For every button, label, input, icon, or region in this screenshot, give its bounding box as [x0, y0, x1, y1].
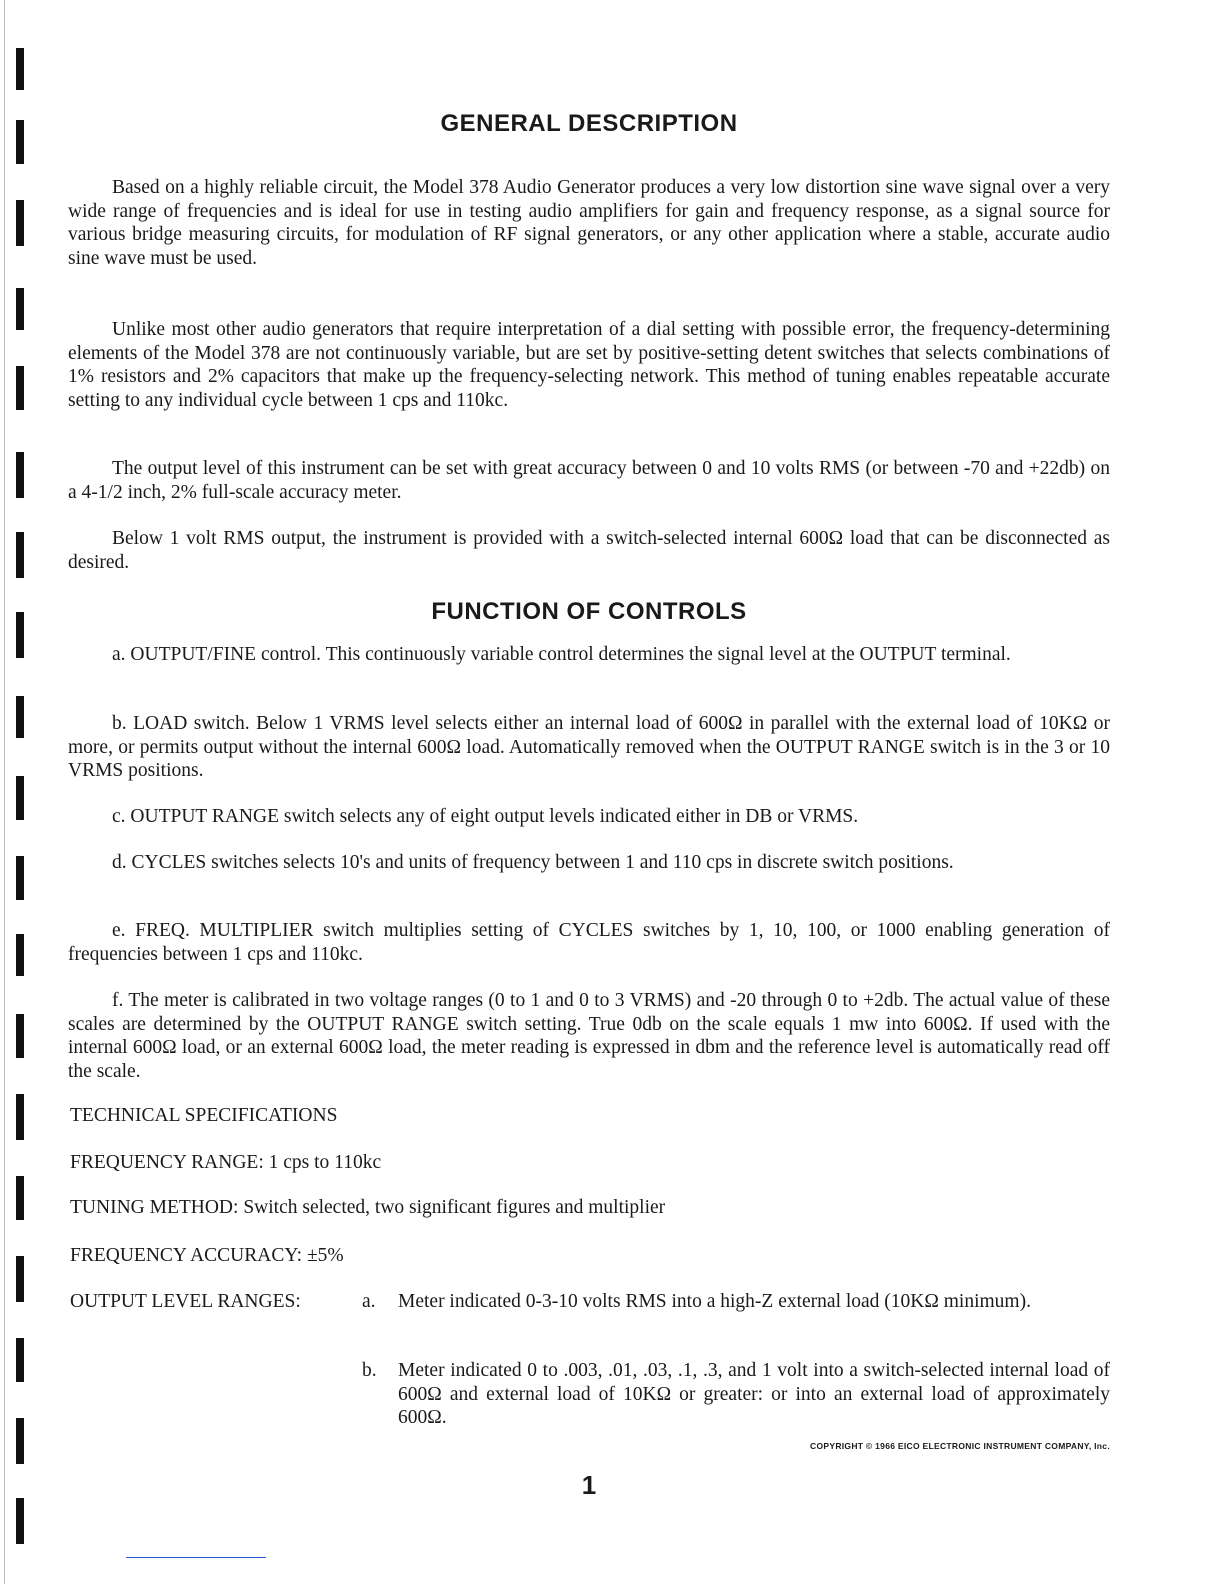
- spec-output-level-label: OUTPUT LEVEL RANGES:: [70, 1291, 301, 1312]
- general-paragraph-4: Below 1 volt RMS output, the instrument is provided with a switch-selected internal 600Ω load that can be disconnected as desired.: [68, 528, 1110, 573]
- spec-output-b-letter: b.: [362, 1360, 377, 1381]
- binding-edge: [0, 0, 34, 1584]
- spec-frequency-range: [70, 1151, 381, 1175]
- copyright-notice: COPYRIGHT © 1966 EICO ELECTRONIC INSTRUMENT COMPANY, Inc.: [810, 1441, 1110, 1451]
- binding-hole: [16, 1418, 24, 1464]
- spec-output-a-text: Meter indicated 0-3-10 volts RMS into a high-Z external load (10KΩ minimum).: [398, 1291, 1031, 1312]
- page-number: 1: [581, 1470, 597, 1500]
- control-item-a: a. OUTPUT/FINE control. This continuously variable control determines the signal level at the OUTPUT terminal.: [112, 644, 1011, 665]
- control-item-f: f. The meter is calibrated in two voltage ranges (0 to 1 and 0 to 3 VRMS) and -20 through 0 to +2db. The actual value of these scales are determined by the OUTPUT RANGE switch setting. True 0db on the scale equals 1 mw into 600Ω. If used with the internal 600Ω load, or an external 600Ω load, the meter reading is expressed in dbm and the reference level is automatically read off the scale.: [68, 990, 1110, 1082]
- footer-rule: [126, 1557, 266, 1558]
- binding-hole: [16, 776, 24, 820]
- spec-value: ±5%: [306, 1245, 344, 1266]
- binding-hole: [16, 288, 24, 330]
- spec-value: 1 cps to 110kc: [268, 1152, 382, 1173]
- control-item-c: c. OUTPUT RANGE switch selects any of eight output levels indicated either in DB or VRMS.: [112, 806, 859, 827]
- general-paragraph-3: The output level of this instrument can be set with great accuracy between 0 and 10 volts RMS (or between -70 and +22db) on a 4-1/2 inch, 2% full-scale accuracy meter.: [68, 458, 1110, 503]
- binding-hole: [16, 696, 24, 738]
- general-paragraph-2: Unlike most other audio generators that require interpretation of a dial setting with possible error, the frequency-determining elements of the Model 378 are not continuously variable, but are set by positive-setting detent switches that selects combinations of 1% resistors and 2% capacitors that make up the frequency-selecting network. This method of tuning enables repeatable accurate setting to any individual cycle between 1 cps and 110kc.: [68, 319, 1110, 411]
- control-item-d: d. CYCLES switches selects 10's and units of frequency between 1 and 110 cps in discrete switch positions.: [112, 852, 954, 873]
- binding-hole: [16, 1094, 24, 1140]
- binding-hole: [16, 1014, 24, 1058]
- control-item-b: b. LOAD switch. Below 1 VRMS level selects either an internal load of 600Ω in parallel with the external load of 10KΩ or more, or permits output without the internal 600Ω load. Automatically removed when the OUTPUT RANGE switch is in the 3 or 10 VRMS positions.: [68, 713, 1110, 781]
- binding-hole: [16, 452, 24, 498]
- manual-page: [64, 0, 1114, 1584]
- binding-hole: [16, 532, 24, 578]
- page-edge-line: [4, 0, 5, 1584]
- general-paragraph-1: Based on a highly reliable circuit, the Model 378 Audio Generator produces a very low distortion sine wave signal over a very wide range of frequencies and is ideal for use in testing audio amplifiers for gain and frequency response, as a signal source for various bridge measuring circuits, for modulation of RF signal generators, or any other application where a stable, accurate audio sine wave must be used.: [68, 177, 1110, 269]
- binding-hole: [16, 120, 24, 164]
- spec-label: FREQUENCY ACCURACY:: [70, 1245, 303, 1266]
- control-item-e: e. FREQ. MULTIPLIER switch multiplies setting of CYCLES switches by 1, 10, 100, or 1000 enabling generation of frequencies between 1 cps and 110kc.: [68, 920, 1110, 965]
- tech-specs-title: TECHNICAL SPECIFICATIONS: [70, 1105, 338, 1126]
- spec-frequency-accuracy: [70, 1244, 344, 1268]
- binding-hole: [16, 856, 24, 900]
- spec-output-b-text: Meter indicated 0 to .003, .01, .03, .1, .3, and 1 volt into a switch-selected internal load of 600Ω and external load of 10KΩ or greater: or into an external load of approximately 600Ω.: [398, 1360, 1110, 1428]
- spec-tuning-method: [70, 1196, 665, 1220]
- binding-hole: [16, 1176, 24, 1220]
- spec-label: TUNING METHOD:: [70, 1197, 239, 1218]
- binding-hole: [16, 200, 24, 246]
- binding-hole: [16, 612, 24, 658]
- binding-hole: [16, 366, 24, 410]
- binding-hole: [16, 934, 24, 976]
- binding-hole: [16, 1498, 24, 1544]
- function-of-controls-heading: FUNCTION OF CONTROLS: [431, 598, 747, 625]
- binding-hole: [16, 1338, 24, 1382]
- binding-hole: [16, 1256, 24, 1302]
- spec-output-a-letter: a.: [362, 1291, 376, 1312]
- spec-value: Switch selected, two significant figures and multiplier: [243, 1197, 666, 1218]
- binding-hole: [16, 48, 24, 90]
- general-description-heading: GENERAL DESCRIPTION: [440, 110, 738, 137]
- spec-label: FREQUENCY RANGE:: [70, 1152, 264, 1173]
